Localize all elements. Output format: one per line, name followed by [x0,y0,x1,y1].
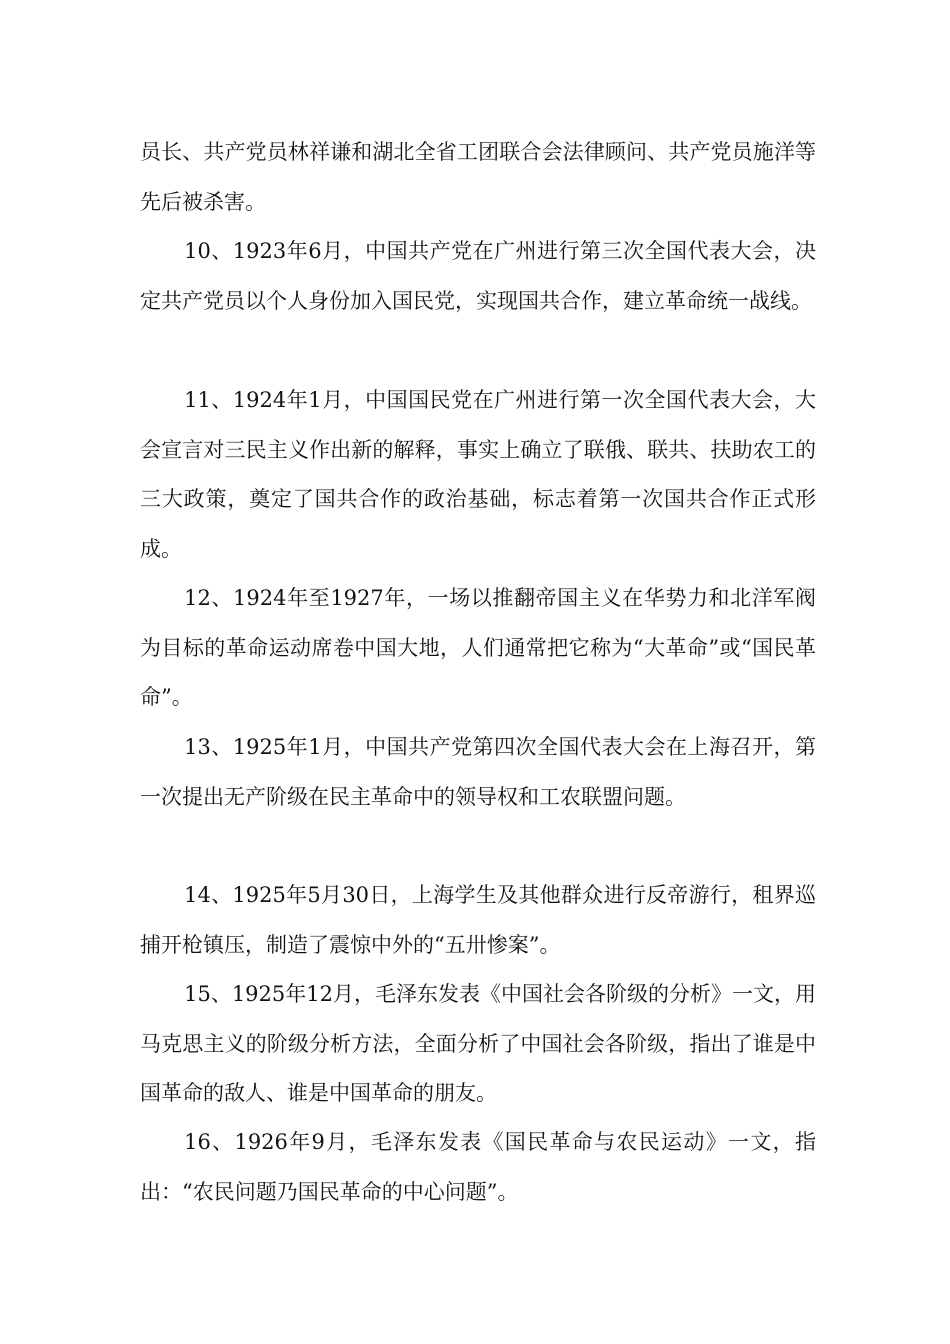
paragraph-text: 13、1925年1月，中国共产党第四次全国代表大会在上海召开，第一次提出无产阶级在民主革命中的领导权和工农联盟问题。 [140,735,816,809]
paragraph-text: 员长、共产党员林祥谦和湖北全省工团联合会法律顾问、共产党员施洋等先后被杀害。 [140,140,816,214]
paragraph-item-10 [140,227,816,326]
paragraph-text: 10、1923年6月，中国共产党在广州进行第三次全国代表大会，决定共产党员以个人身份加入国民党，实现国共合作，建立革命统一战线。 [140,239,816,313]
paragraph-continuation [140,128,816,227]
paragraph-text: 16、1926年9月，毛泽东发表《国民革命与农民运动》一文，指出：“农民问题乃国民革命的中心问题”。 [140,1130,816,1204]
paragraph-text: 11、1924年1月，中国国民党在广州进行第一次全国代表大会，大会宣言对三民主义作出新的解释，事实上确立了联俄、联共、扶助农工的三大政策，奠定了国共合作的政治基础，标志着第一次国共合作正式形成。 [140,388,816,561]
paragraph-item-16 [140,1118,816,1217]
paragraph-item-13 [140,723,816,822]
paragraph-item-15 [140,970,816,1119]
paragraph-item-12 [140,574,816,723]
paragraph-item-11 [140,376,816,574]
paragraph-text: 15、1925年12月，毛泽东发表《中国社会各阶级的分析》一文，用马克思主义的阶级分析方法，全面分析了中国社会各阶级，指出了谁是中国革命的敌人、谁是中国革命的朋友。 [140,982,816,1105]
paragraph-text: 14、1925年5月30日，上海学生及其他群众进行反帝游行，租界巡捕开枪镇压，制造了震惊中外的“五卅惨案”。 [140,883,816,957]
paragraph-item-14 [140,871,816,970]
paragraph-text: 12、1924年至1927年，一场以推翻帝国主义在华势力和北洋军阀为目标的革命运动席卷中国大地，人们通常把它称为“大革命”或“国民革命”。 [140,586,816,709]
